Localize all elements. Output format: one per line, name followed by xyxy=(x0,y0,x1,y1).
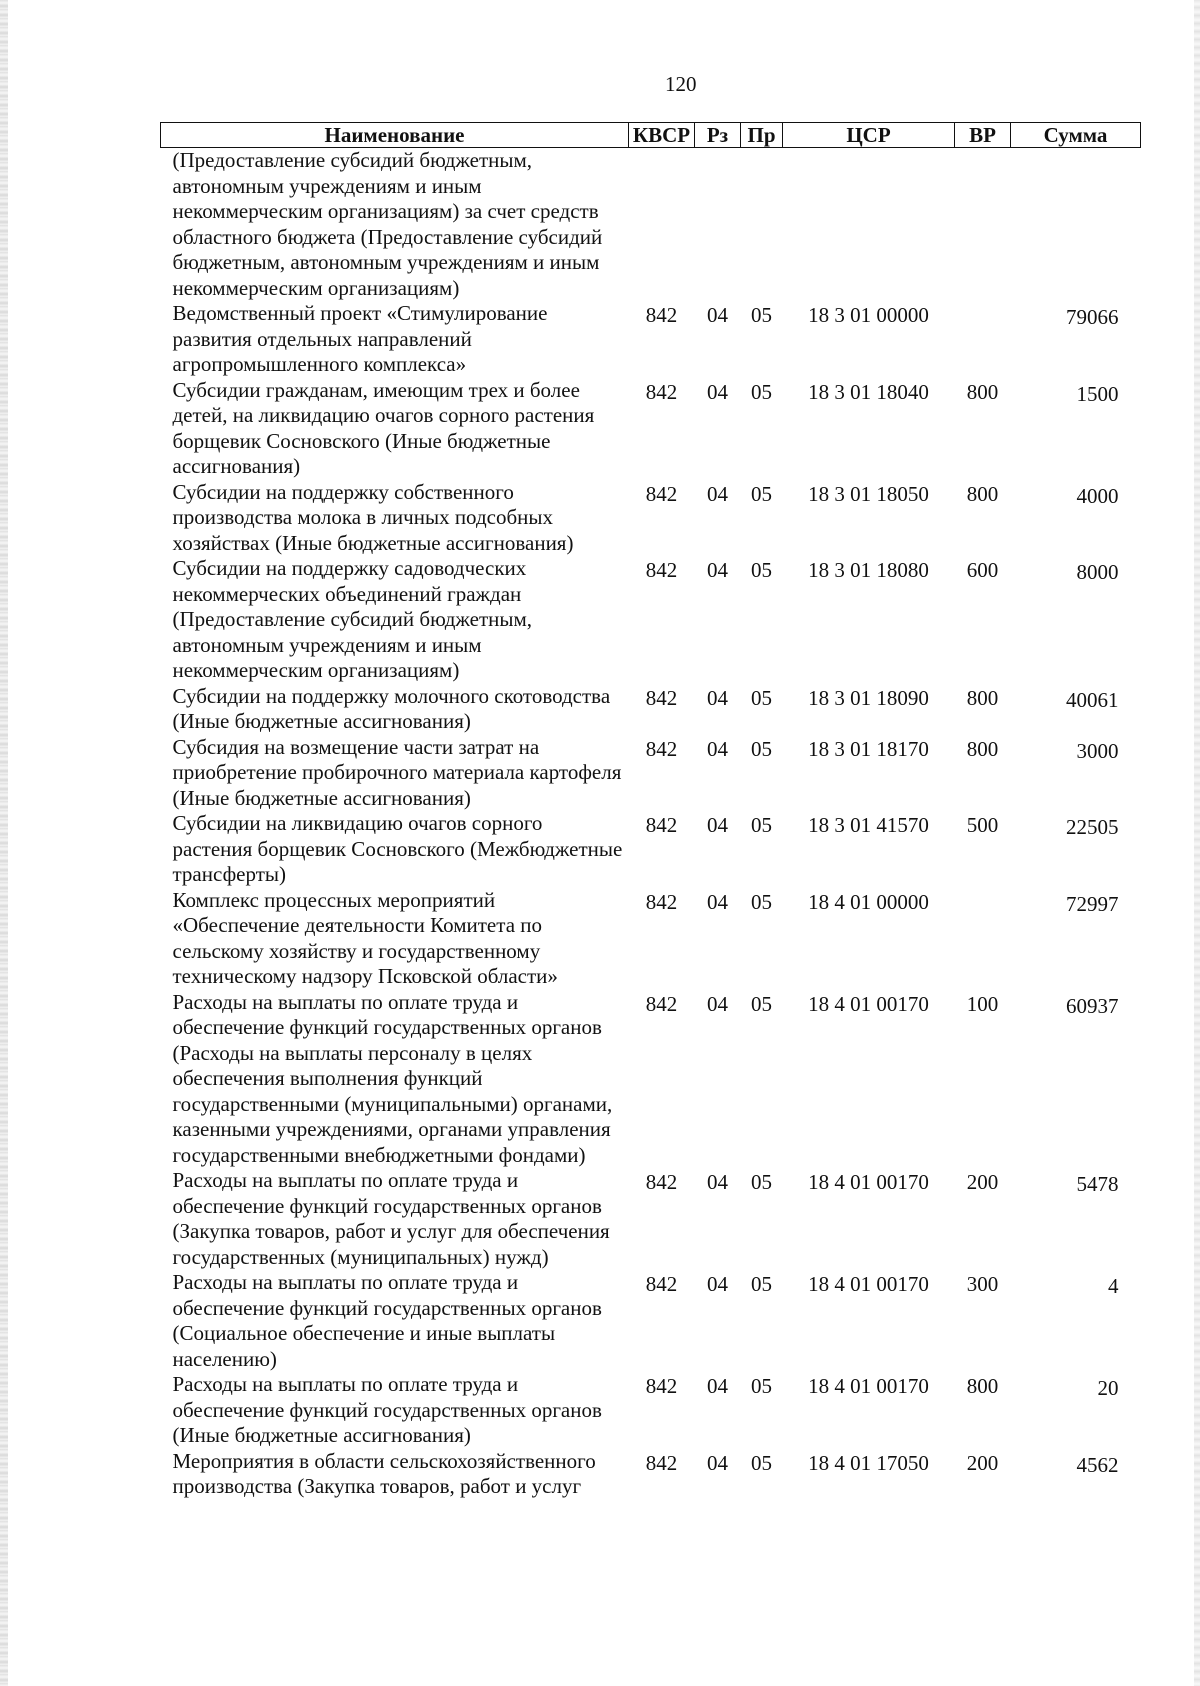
cell-csr: 18 4 01 17050 xyxy=(808,1450,929,1475)
cell-rz: 04 xyxy=(707,558,728,582)
cell-rz: 04 xyxy=(707,1450,728,1475)
cell-pr: 05 xyxy=(751,1374,772,1398)
cell-sum: 79066 xyxy=(1066,305,1119,329)
cell-sum: 72997 xyxy=(1066,891,1119,916)
cell-csr: 18 3 01 18040 xyxy=(808,379,929,404)
cell-csr: 18 3 01 18080 xyxy=(808,558,929,582)
cell-sum xyxy=(1011,148,1141,302)
cell-vr xyxy=(955,301,1011,378)
cell-rz: 04 xyxy=(707,1272,728,1296)
cell-kvsr: 842 xyxy=(645,1450,678,1475)
cell-vr xyxy=(955,148,1011,302)
cell-csr: 18 3 01 41570 xyxy=(808,813,929,837)
cell-vr: 100 xyxy=(966,991,999,1016)
cell-name: Ведомственный проект «Стимулирование развития отдельных направлений агропромышленного комплекса» xyxy=(172,301,548,376)
cell-name: Субсидия на возмещение части затрат на приобретение пробирочного материала картофеля (Иные бюджетные ассигнования) xyxy=(172,734,622,810)
cell-sum: 20 xyxy=(1097,1376,1119,1400)
cell-kvsr: 842 xyxy=(645,558,678,582)
cell-rz: 04 xyxy=(707,889,728,914)
cell-name: Мероприятия в области сельскохозяйственного производства (Закупка товаров, работ и услуг xyxy=(172,1448,596,1498)
cell-vr: 800 xyxy=(966,481,999,506)
table-row xyxy=(161,556,1141,684)
cell-pr: 05 xyxy=(751,1450,772,1475)
cell-sum: 22505 xyxy=(1066,815,1119,839)
table-body xyxy=(161,148,1141,1500)
cell-name: Субсидии на ликвидацию очагов сорного растения борщевик Сосновского (Межбюджетные трансферты) xyxy=(172,811,623,886)
cell-name: Комплекс процессных мероприятий «Обеспечение деятельности Комитета по сельскому хозяйству и государственному техническому надзору Псковской области» xyxy=(172,887,558,988)
header-pr: Пр xyxy=(741,123,783,148)
header-csr: ЦСР xyxy=(783,123,955,148)
scan-edge-left xyxy=(0,0,8,1686)
scan-edge-right xyxy=(1194,0,1200,1686)
cell-pr: 05 xyxy=(751,685,772,710)
cell-kvsr xyxy=(629,148,695,302)
cell-sum: 40061 xyxy=(1066,687,1119,712)
cell-vr: 800 xyxy=(966,685,999,710)
cell-vr: 300 xyxy=(966,1272,999,1296)
cell-name: Субсидии на поддержку молочного скотоводства (Иные бюджетные ассигнования) xyxy=(172,683,611,733)
table-header xyxy=(161,123,1141,148)
cell-kvsr: 842 xyxy=(645,1170,678,1194)
table-row xyxy=(161,148,1141,302)
cell-rz: 04 xyxy=(707,379,728,404)
cell-name: Расходы на выплаты по оплате труда и обеспечение функций государственных органов (Расходы на выплаты персоналу в целях обеспечения выполнения функций государственными (муниципальными) органами, казенными учреждениями, органами управления государственными внебюджетными фондами) xyxy=(172,989,613,1167)
cell-csr: 18 3 01 18050 xyxy=(808,481,929,506)
cell-name: Субсидии на поддержку садоводческих некоммерческих объединений граждан (Предоставление субсидий бюджетным, автономным учреждениям и иным некоммерческим организациям) xyxy=(172,556,533,682)
cell-rz: 04 xyxy=(707,303,728,327)
cell-sum: 5478 xyxy=(1076,1172,1119,1196)
cell-sum: 1500 xyxy=(1076,381,1119,406)
table-row xyxy=(161,301,1141,378)
cell-pr: 05 xyxy=(751,1272,772,1296)
cell-pr: 05 xyxy=(751,558,772,582)
cell-pr: 05 xyxy=(751,991,772,1016)
cell-pr: 05 xyxy=(751,379,772,404)
cell-rz xyxy=(695,148,741,302)
cell-name: Субсидии на поддержку собственного производства молока в личных подсобных хозяйствах (Иные бюджетные ассигнования) xyxy=(172,479,574,555)
cell-kvsr: 842 xyxy=(645,889,678,914)
cell-sum: 8000 xyxy=(1076,560,1119,584)
table-row xyxy=(161,480,1141,557)
cell-rz: 04 xyxy=(707,991,728,1016)
cell-pr: 05 xyxy=(751,303,772,327)
cell-vr: 200 xyxy=(966,1170,999,1194)
cell-vr: 200 xyxy=(966,1450,999,1475)
table-row xyxy=(161,888,1141,990)
page-number: 120 xyxy=(665,72,697,96)
cell-name: Расходы на выплаты по оплате труда и обеспечение функций государственных органов (Социальное обеспечение и иные выплаты населению) xyxy=(172,1270,602,1371)
header-row xyxy=(161,123,1141,148)
cell-rz: 04 xyxy=(707,685,728,710)
table-row xyxy=(161,811,1141,888)
header-vr: ВР xyxy=(955,123,1011,148)
cell-kvsr: 842 xyxy=(645,379,678,404)
cell-kvsr: 842 xyxy=(645,736,678,761)
budget-table xyxy=(160,122,1141,1500)
header-name: Наименование xyxy=(161,123,629,148)
table-row xyxy=(161,1449,1141,1500)
cell-csr: 18 4 01 00170 xyxy=(808,1170,929,1194)
header-sum: Сумма xyxy=(1011,123,1141,148)
cell-vr: 600 xyxy=(966,558,999,582)
cell-vr: 500 xyxy=(966,813,999,837)
cell-kvsr: 842 xyxy=(645,685,678,710)
cell-sum: 60937 xyxy=(1066,993,1119,1018)
cell-csr xyxy=(783,148,955,302)
cell-rz: 04 xyxy=(707,1374,728,1398)
cell-pr: 05 xyxy=(751,889,772,914)
cell-csr: 18 4 01 00000 xyxy=(808,889,929,914)
table-row xyxy=(161,378,1141,480)
table-row xyxy=(161,1372,1141,1449)
cell-kvsr: 842 xyxy=(645,813,678,837)
cell-rz: 04 xyxy=(707,1170,728,1194)
table-row xyxy=(161,1270,1141,1372)
cell-csr: 18 4 01 00170 xyxy=(808,1272,929,1296)
cell-rz: 04 xyxy=(707,481,728,506)
cell-sum: 4 xyxy=(1108,1274,1119,1298)
cell-name: (Предоставление субсидий бюджетным, автономным учреждениям и иным некоммерческим организациям) за счет средств областного бюджета (Предоставление субсидий бюджетным, автономным учреждениям и иным некоммерческим организациям) xyxy=(172,148,603,300)
cell-sum: 3000 xyxy=(1076,738,1119,763)
table-row xyxy=(161,990,1141,1169)
cell-csr: 18 3 01 18090 xyxy=(808,685,929,710)
header-kvsr: КВСР xyxy=(629,123,695,148)
cell-rz: 04 xyxy=(707,813,728,837)
cell-name: Расходы на выплаты по оплате труда и обеспечение функций государственных органов (Иные бюджетные ассигнования) xyxy=(172,1372,602,1447)
cell-vr: 800 xyxy=(966,379,999,404)
cell-pr: 05 xyxy=(751,1170,772,1194)
cell-rz: 04 xyxy=(707,736,728,761)
cell-kvsr: 842 xyxy=(645,1374,678,1398)
cell-pr xyxy=(741,148,783,302)
table-row xyxy=(161,735,1141,812)
cell-pr: 05 xyxy=(751,736,772,761)
cell-csr: 18 4 01 00170 xyxy=(808,1374,929,1398)
cell-pr: 05 xyxy=(751,813,772,837)
cell-vr: 800 xyxy=(966,1374,999,1398)
cell-vr: 800 xyxy=(966,736,999,761)
cell-csr: 18 4 01 00170 xyxy=(808,991,929,1016)
cell-name: Субсидии гражданам, имеющим трех и более детей, на ликвидацию очагов сорного растения борщевик Сосновского (Иные бюджетные ассигнования) xyxy=(172,377,595,478)
cell-kvsr: 842 xyxy=(645,303,678,327)
cell-csr: 18 3 01 00000 xyxy=(808,303,929,327)
cell-kvsr: 842 xyxy=(645,1272,678,1296)
cell-pr: 05 xyxy=(751,481,772,506)
cell-sum: 4000 xyxy=(1076,483,1119,508)
cell-csr: 18 3 01 18170 xyxy=(808,736,929,761)
cell-name: Расходы на выплаты по оплате труда и обеспечение функций государственных органов (Закупка товаров, работ и услуг для обеспечения государственных (муниципальных) нужд) xyxy=(172,1168,610,1269)
header-rz: Рз xyxy=(695,123,741,148)
cell-vr xyxy=(955,888,1011,990)
cell-sum: 4562 xyxy=(1076,1452,1119,1477)
cell-kvsr: 842 xyxy=(645,991,678,1016)
cell-kvsr: 842 xyxy=(645,481,678,506)
table-row xyxy=(161,684,1141,735)
table-row xyxy=(161,1168,1141,1270)
